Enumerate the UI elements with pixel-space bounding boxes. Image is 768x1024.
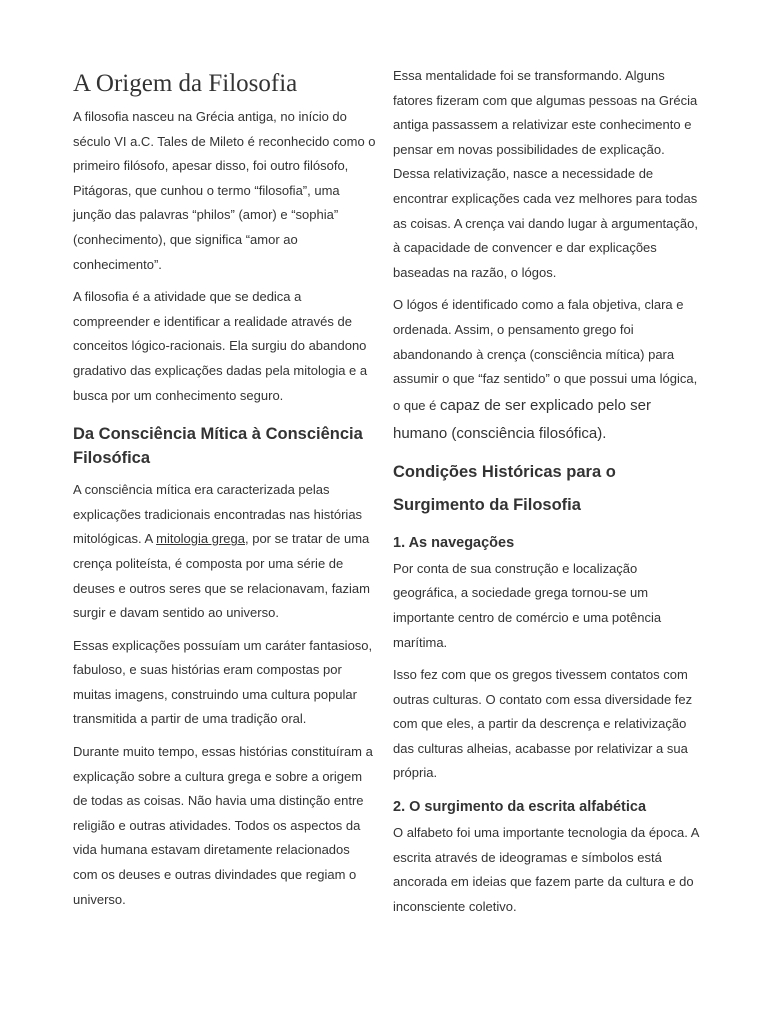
paragraph-origin: A filosofia nasceu na Grécia antiga, no início do século VI a.C. Tales de Mileto é reconhecido como o primeiro filósofo, apesar disso, foi outro filósofo, Pitágoras, que cunhou o termo “filosofia”, uma junção das palavras “philos” (amor) e “sophia” (conhecimento), que significa “amor ao conhecimento”. [73,109,376,272]
page-title: A Origem da Filosofia [73,70,298,97]
paragraph-contacts: Isso fez com que os gregos tivessem contatos com outras culturas. O contato com essa diversidade fez com que eles, a partir da descrença e relativização das culturas alheias, acabasse por relativizar a sua própria. [393,667,693,781]
paragraph-definition: A filosofia é a atividade que se dedica a compreender e identificar a realidade através de conceitos lógico-racionais. Ela surgiu do abandono gradativo das explicações dadas pela mitologia e a busca por um conhecimento seguro. [73,289,368,403]
subheading-navigation: 1. As navegações [393,534,515,551]
paragraph-logos [393,293,701,447]
right-column [393,64,701,927]
left-column [73,64,377,920]
paragraph-mentality: Essa mentalidade foi se transformando. Alguns fatores fizeram com que algumas pessoas na Grécia antiga passassem a relativizar este conhecimento e pensar em novas possibilidades de explicação. Dessa relativização, nasce a necessidade de encontrar explicações cada vez melhores para todas as coisas. A crença vai dando lugar à argumentação, à capacidade de convencer e dar explicações baseadas na razão, o lógos. [393,68,698,280]
paragraph-text: , por se tratar de uma crença politeísta, é composta por uma série de deuses e outros seres que se relacionavam, faziam surgir e davam sentido ao universo. [73,531,370,621]
paragraph-text: O lógos é identificado como a fala objetiva, clara e ordenada. Assim, o pensamento grego foi abandonando à crença (consciência mítica) para assumir o que “faz sentido” o que possui uma lógica, o que é [393,297,698,413]
paragraph-text: A consciência mítica era caracterizada pelas explicações tradicionais encontradas nas histórias mitológicas. A [73,482,363,547]
section-heading-mythic: Da Consciência Mítica à Consciência Filosófica [73,425,363,468]
paragraph-text-large: capaz de ser explicado pelo ser humano (consciência filosófica). [393,396,651,442]
paragraph-alphabet: O alfabeto foi uma importante tecnologia da época. A escrita através de ideogramas e símbolos está ancorada em ideias que fazem parte da cultura e do inconsciente coletivo. [393,825,699,914]
paragraph-fantasy: Essas explicações possuíam um caráter fantasioso, fabuloso, e suas histórias eram compostas por muitas imagens, construindo uma cultura popular transmitida a partir de uma tradição oral. [73,637,373,727]
paragraph-long-time: Durante muito tempo, essas histórias constituíram a explicação sobre a cultura grega e sobre a origem de todas as coisas. Não havia uma distinção entre religião e outras atividades. Todos os aspectos da vida humana estavam diretamente relacionados com os deuses e outras divindades que regiam o universo. [73,744,373,907]
subheading-writing: 2. O surgimento da escrita alfabética [393,799,647,816]
paragraph-mythic-consciousness [73,478,377,626]
paragraph-navigation: Por conta de sua construção e localização geográfica, a sociedade grega tornou-se um importante centro de comércio e uma potência marítima. [393,560,662,650]
section-heading-historical: Condições Históricas para o Surgimento da Filosofia [393,462,616,514]
greek-mythology-link[interactable]: mitologia grega [156,531,245,547]
